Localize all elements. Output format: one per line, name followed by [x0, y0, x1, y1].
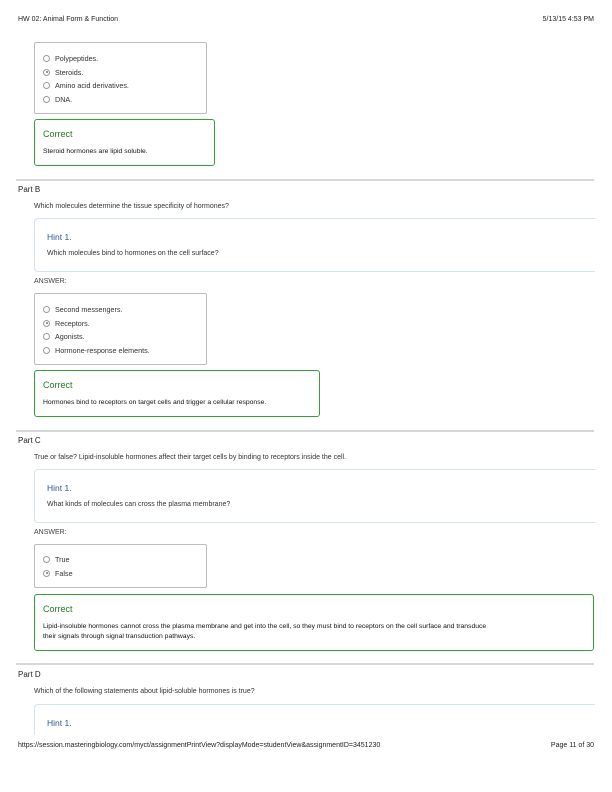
- option-label: Amino acid derivatives.: [55, 80, 129, 90]
- option-label: Receptors.: [55, 318, 90, 328]
- print-datetime: 5/13/15 4:53 PM: [542, 16, 594, 23]
- radio-button[interactable]: [43, 55, 50, 62]
- radio-button[interactable]: [43, 347, 50, 354]
- part-c-hint[interactable]: [34, 469, 595, 523]
- option-label: False: [55, 568, 73, 578]
- hint-title[interactable]: Hint 1.: [47, 232, 72, 242]
- page-number: Page 11 of 30: [550, 742, 594, 749]
- part-b-feedback: [34, 370, 320, 417]
- part-d-hint[interactable]: [34, 704, 595, 735]
- option-label: DNA.: [55, 94, 73, 104]
- part-b-answer-box: [34, 293, 207, 365]
- option-amino-acid-derivatives[interactable]: [43, 80, 129, 90]
- part-c-question: True or false? Lipid-insoluble hormones affect their target cells by binding to receptors inside the cell.: [34, 454, 347, 461]
- option-label: Steroids.: [55, 67, 84, 77]
- radio-button[interactable]: [43, 82, 50, 89]
- option-label: Polypeptides.: [55, 53, 99, 63]
- hint-title[interactable]: Hint 1.: [47, 483, 72, 493]
- section-divider: [16, 179, 594, 181]
- feedback-title: Correct: [43, 604, 73, 614]
- hint-text: Which molecules bind to hormones on the cell surface?: [47, 250, 219, 257]
- hint-text: What kinds of molecules can cross the plasma membrane?: [47, 501, 231, 508]
- option-label: Agonists.: [55, 331, 85, 341]
- radio-button-selected[interactable]: [43, 320, 50, 327]
- option-polypeptides[interactable]: [43, 53, 98, 63]
- part-c-feedback: [34, 594, 594, 651]
- radio-button[interactable]: [43, 306, 50, 313]
- option-hormone-response-elements[interactable]: [43, 345, 150, 355]
- section-divider: [16, 430, 594, 432]
- hint-title[interactable]: Hint 1.: [47, 718, 72, 728]
- option-agonists[interactable]: [43, 331, 85, 341]
- option-label: Second messengers.: [55, 304, 123, 314]
- feedback-message-line2: their signals through signal transduction pathways.: [43, 633, 196, 640]
- document-title: HW 02: Animal Form & Function: [18, 16, 118, 23]
- radio-button[interactable]: [43, 556, 50, 563]
- feedback-message-line1: Lipid-insoluble hormones cannot cross the plasma membrane and get into the cell, so they must bind to receptors on the cell surface and transduce: [43, 623, 487, 630]
- feedback-title: Correct: [43, 129, 73, 139]
- option-receptors[interactable]: [43, 318, 90, 328]
- part-d-question: Which of the following statements about lipid-soluble hormones is true?: [34, 688, 255, 695]
- radio-button[interactable]: [43, 333, 50, 340]
- part-b-label: Part B: [18, 185, 41, 194]
- option-second-messengers[interactable]: [43, 304, 123, 314]
- part-b-hint[interactable]: [34, 218, 595, 272]
- option-label: Hormone-response elements.: [55, 345, 150, 355]
- section-divider: [16, 663, 594, 665]
- option-dna[interactable]: [43, 94, 72, 104]
- part-a-answer-box: [34, 42, 207, 114]
- part-c-label: Part C: [18, 436, 41, 445]
- part-c-answer-label: ANSWER:: [34, 529, 67, 536]
- option-true[interactable]: [43, 554, 70, 564]
- option-label: True: [55, 554, 70, 564]
- feedback-message: Hormones bind to receptors on target cells and trigger a cellular response.: [43, 399, 267, 406]
- radio-button[interactable]: [43, 96, 50, 103]
- part-a-feedback: [34, 119, 215, 166]
- radio-button-selected[interactable]: [43, 570, 50, 577]
- option-false[interactable]: [43, 568, 73, 578]
- feedback-message: Steroid hormones are lipid soluble.: [43, 148, 148, 155]
- page-url: https://session.masteringbiology.com/myct/assignmentPrintView?displayMode=studentView&assignmentID=3451230: [18, 742, 381, 749]
- part-b-question: Which molecules determine the tissue specificity of hormones?: [34, 203, 229, 210]
- part-d-label: Part D: [18, 670, 41, 679]
- feedback-title: Correct: [43, 380, 73, 390]
- option-steroids[interactable]: [43, 67, 83, 77]
- part-c-answer-box: [34, 544, 207, 588]
- part-b-answer-label: ANSWER:: [34, 278, 67, 285]
- radio-button-selected[interactable]: [43, 69, 50, 76]
